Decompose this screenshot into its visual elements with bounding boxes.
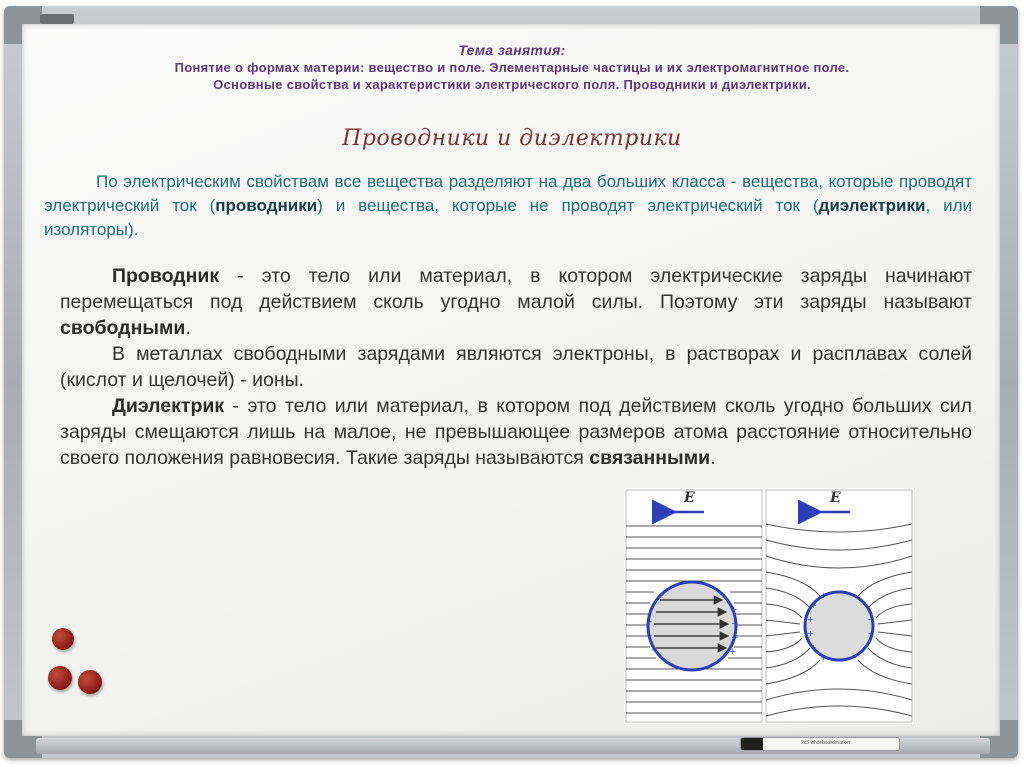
dielectric-text: - это тело или материал, в котором под действием сколь угодно больших сил заряды смещаются лишь на малое, не превышающее размеров атома расстояние относительно своего положения равновесия. Такие заряды называются <box>60 395 972 469</box>
field-label-e: E <box>684 490 695 506</box>
field-diagram-svg <box>624 488 914 724</box>
svg-text:-: - <box>868 629 871 638</box>
field-label-e: E <box>830 490 841 506</box>
board-magnet[interactable] <box>78 670 102 694</box>
free-charges-term: свободными <box>60 317 186 339</box>
period: . <box>710 447 716 469</box>
period: . <box>185 317 191 339</box>
svg-text:-: - <box>651 645 655 655</box>
board-magnet[interactable] <box>52 628 74 650</box>
svg-text:+: + <box>731 633 739 643</box>
marker-label: 2x3 whiteboardmarker <box>801 740 851 746</box>
svg-text:-: - <box>650 603 654 613</box>
svg-text:-: - <box>864 643 867 652</box>
dielectric-panel <box>766 490 912 722</box>
dielectrics-term: диэлектрики <box>818 196 926 215</box>
svg-text:+: + <box>730 605 738 615</box>
svg-text:+: + <box>729 647 737 657</box>
conductors-term: проводники <box>215 196 318 215</box>
section-title: Проводники и диэлектрики <box>342 126 682 151</box>
svg-text:-: - <box>854 591 857 600</box>
svg-text:-: - <box>649 631 653 641</box>
svg-text:+: + <box>807 629 814 638</box>
svg-text:+: + <box>807 615 814 624</box>
svg-text:+: + <box>820 653 827 662</box>
marker-cap <box>741 738 763 750</box>
intro-text-1: По электрическим свойствам все вещества разделяют на два больших класса - вещества, которые проводят электрический ток ( <box>44 172 972 215</box>
intro-paragraph <box>44 170 972 242</box>
topic-line-2: Основные свойства и характеристики электрического поля. Проводники и диэлектрики. <box>213 77 811 92</box>
intro-text-2: ) и вещества, которые не проводят электрический ток ( <box>317 196 819 215</box>
dielectric-term: Диэлектрик <box>112 395 225 417</box>
topic-label: Тема занятия: <box>458 42 566 58</box>
conductor-term: Проводник <box>112 265 220 287</box>
whiteboard-marker <box>740 737 900 751</box>
svg-text:-: - <box>649 617 653 627</box>
definitions-block <box>60 263 972 471</box>
svg-text:-: - <box>864 601 867 610</box>
dielectric-definition <box>60 393 972 471</box>
bound-charges-term: связанными <box>589 447 711 469</box>
conductor-panel <box>626 490 762 722</box>
intro-text-3: , или изоляторы). <box>44 196 972 239</box>
conductor-sphere <box>648 582 736 670</box>
conductor-definition <box>60 263 972 341</box>
conductor-text: - это тело или материал, в котором электрические заряды начинают перемещаться под действием сколь угодно малой силы. Поэтому эти заряды называют <box>60 265 972 313</box>
field-diagram <box>624 488 914 724</box>
svg-text:+: + <box>810 601 817 610</box>
svg-text:-: - <box>868 615 871 624</box>
svg-text:+: + <box>731 619 739 629</box>
topic-line-1: Понятие о формах материи: вещество и поле. Элементарные частицы и их электромагнитное поле. <box>174 60 850 75</box>
svg-text:+: + <box>810 643 817 652</box>
brand-label <box>40 14 74 24</box>
metals-paragraph: В металлах свободными зарядами являются электроны, в растворах и расплавах солей (кислот и щелочей) - ионы. <box>60 343 972 391</box>
lesson-header <box>40 42 984 93</box>
svg-text:+: + <box>820 591 827 600</box>
svg-text:-: - <box>854 653 857 662</box>
board-magnet[interactable] <box>48 666 72 690</box>
